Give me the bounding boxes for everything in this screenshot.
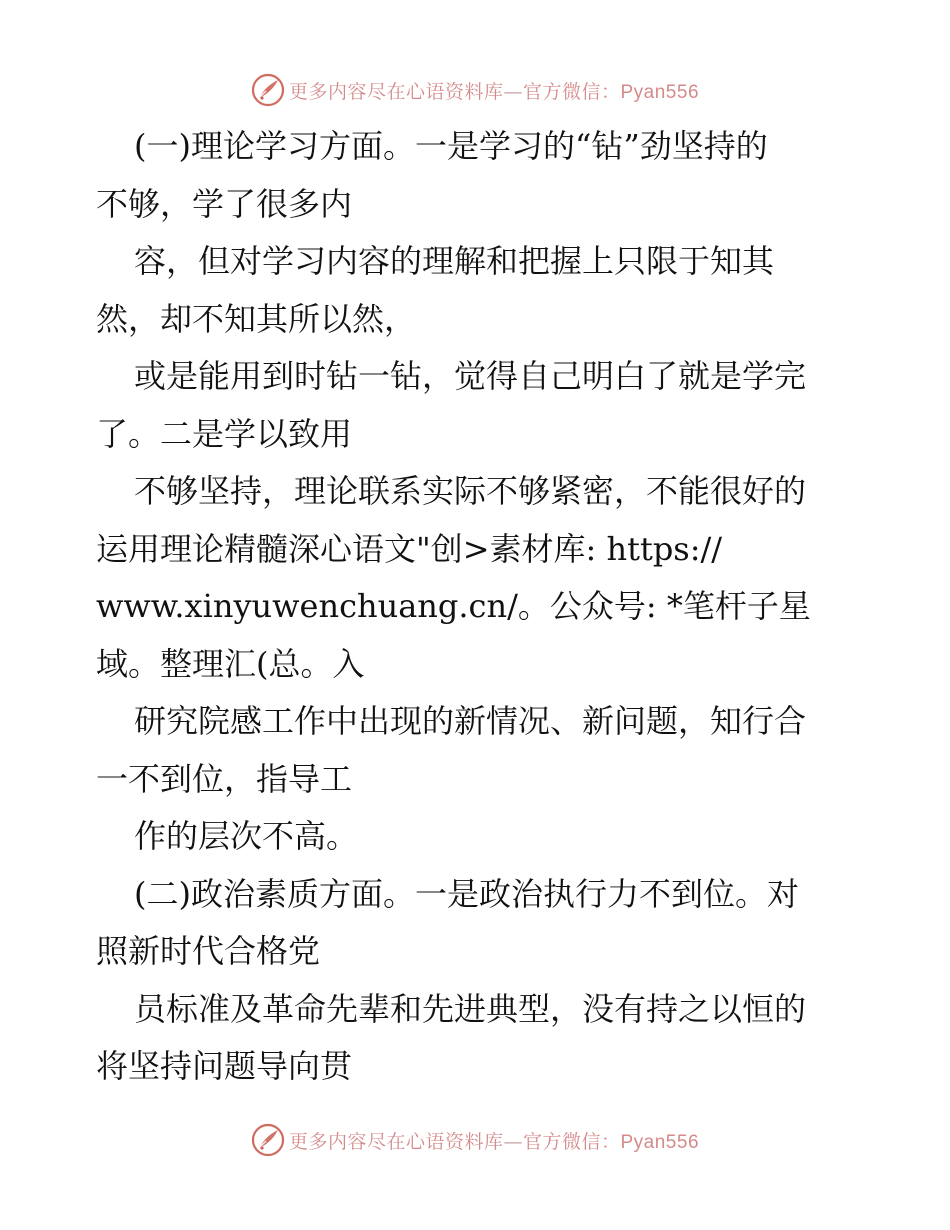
text-line: 或是能用到时钻一钻，觉得自己明白了就是学完 [134, 357, 807, 395]
header-watermark [0, 70, 950, 110]
text-line: 将坚持问题导向贯 [96, 1047, 353, 1085]
watermark-label: 官方微信： [522, 80, 621, 103]
text-line: 域。整理汇(总。入 [96, 644, 365, 683]
text-line: 运用理论精髓深心语文"创>素材库: https:// [96, 529, 723, 568]
text-line: www.xinyuwenchuang.cn/。公众号: *笔杆子星 [96, 587, 811, 625]
text-line: (一)理论学习方面。一是学习的“钻”劲坚持的 [134, 127, 768, 165]
text-line: 不够，学了很多内 [96, 184, 353, 223]
document-body [96, 118, 856, 1096]
watermark-wechat-id: Pyan556 [620, 81, 700, 103]
watermark-text [289, 77, 699, 104]
quill-circle-logo-icon [251, 1123, 285, 1157]
watermark-wechat-id: Pyan556 [620, 1131, 700, 1153]
watermark-label: 官方微信： [522, 1130, 621, 1153]
text-line: 照新时代合格党 [96, 932, 321, 970]
watermark-site: 更多内容尽在心语资料库 [288, 80, 504, 103]
text-line: 不够坚持，理论联系实际不够紧密，不能很好的 [134, 472, 807, 510]
footer-watermark [0, 1120, 950, 1160]
watermark-site: 更多内容尽在心语资料库 [288, 1130, 504, 1153]
watermark-text [289, 1127, 699, 1154]
text-line: (二)政治素质方面。一是政治执行力不到位。对 [134, 874, 799, 913]
text-line: 员标准及革命先辈和先进典型，没有持之以恒的 [134, 989, 807, 1028]
watermark-separator: — [503, 1130, 523, 1153]
text-line: 作的层次不高。 [134, 817, 359, 855]
text-line: 研究院感工作中出现的新情况、新问题，知行合 [134, 702, 807, 740]
text-line: 容，但对学习内容的理解和把握上只限于知其 [134, 242, 775, 280]
text-line: 了。二是学以致用 [96, 414, 353, 453]
text-line: 一不到位，指导工 [96, 759, 353, 798]
watermark-separator: — [503, 80, 523, 103]
text-line: 然，却不知其所以然， [96, 299, 417, 338]
quill-circle-logo-icon [251, 73, 285, 107]
